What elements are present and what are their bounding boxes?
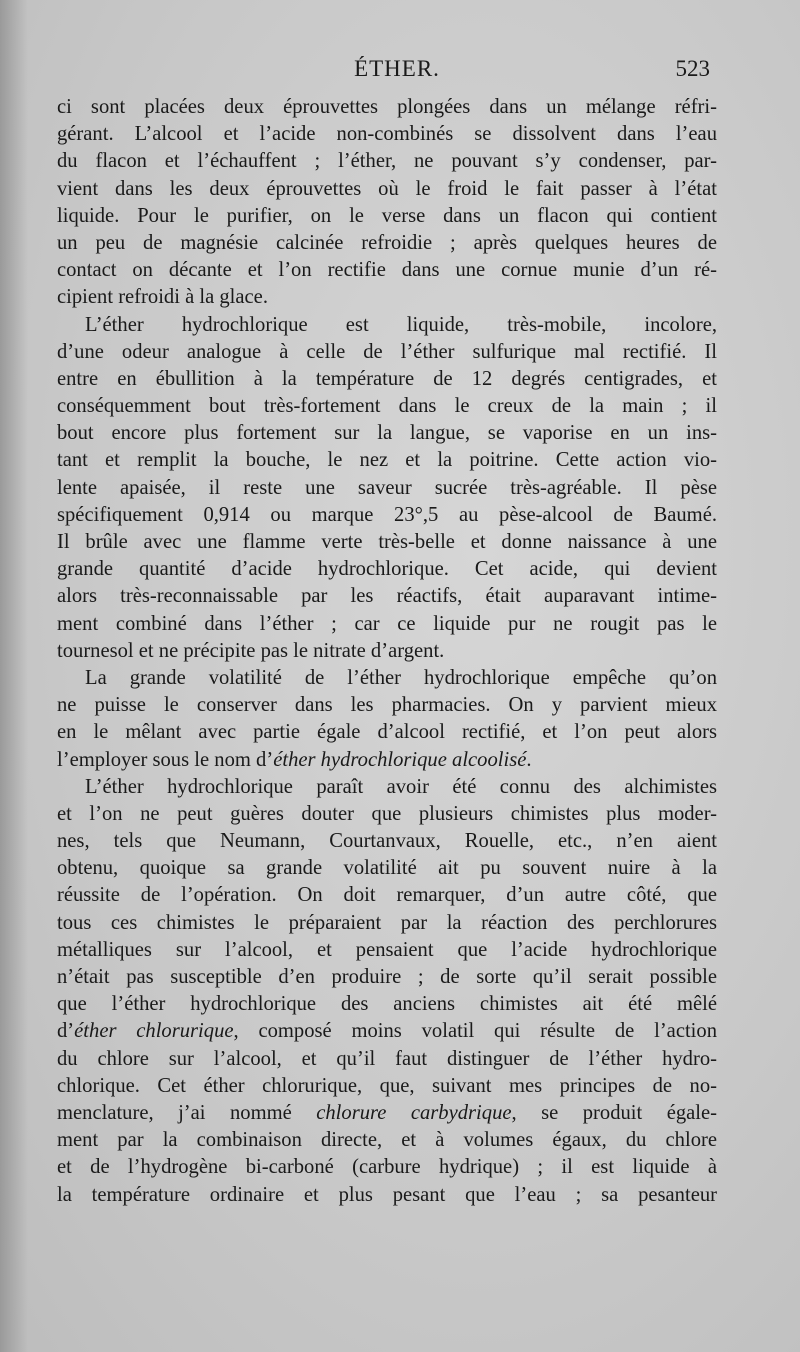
- text-line: cipient refroidi à la glace.: [57, 286, 268, 309]
- binding-shadow: [0, 0, 28, 1352]
- text-line: que l’éther hydrochlorique des anciens chimistes ait été mêlé: [57, 993, 717, 1016]
- text-line: contact on décante et l’on rectifie dans une cornue munie d’un ré-: [57, 259, 717, 282]
- italic-term: chlorure carbydrique: [316, 1101, 512, 1124]
- text-line: tournesol et ne précipite pas le nitrate d’argent.: [57, 639, 445, 662]
- text-line: gérant. L’alcool et l’acide non-combinés se dissolvent dans l’eau: [57, 123, 717, 146]
- text-line: un peu de magnésie calcinée refroidie ; après quelques heures de: [57, 231, 717, 254]
- text-line: L’éther hydrochlorique paraît avoir été connu des alchimistes: [85, 775, 717, 798]
- text-line: grande quantité d’acide hydrochlorique. Cet acide, qui devient: [57, 558, 717, 581]
- text-line: lente apaisée, il reste une saveur sucrée très-agréable. Il pèse: [57, 476, 717, 499]
- text-line: bout encore plus fortement sur la langue, se vaporise en un ins-: [57, 422, 717, 445]
- text-line: n’était pas susceptible d’en produire ; de sorte qu’il serait possible: [57, 966, 717, 988]
- text-line: obtenu, quoique sa grande volatilité ait pu souvent nuire à la: [57, 857, 717, 880]
- text-line: et de l’hydrogène bi-carboné (carbure hydrique) ; il est liquide à: [57, 1156, 717, 1179]
- page-number: 523: [675, 56, 710, 81]
- text-run: , se produit égale-: [511, 1101, 717, 1124]
- text-line: conséquemment bout très-fortement dans le creux de la main ; il: [57, 395, 717, 418]
- text-line: métalliques sur l’alcool, et pensaient que l’acide hydrochlorique: [57, 938, 717, 961]
- text-run: .: [526, 748, 532, 771]
- italic-term: éther chlorurique: [74, 1020, 234, 1043]
- text-line: du flacon et l’échauffent ; l’éther, ne pouvant s’y condenser, par-: [57, 150, 717, 173]
- text-run: , composé moins volatil qui résulte de l’action: [233, 1020, 717, 1043]
- text-line: ci sont placées deux éprouvettes plongées dans un mélange réfri-: [57, 96, 717, 118]
- text-line: [57, 1018, 717, 1045]
- text-line: L’éther hydrochlorique est liquide, très-mobile, incolore,: [85, 313, 717, 336]
- text-line: d’une odeur analogue à celle de l’éther sulfurique mal rectifié. Il: [57, 340, 717, 363]
- running-title: ÉTHER.: [354, 56, 440, 81]
- text-line: vient dans les deux éprouvettes où le froid le fait passer à l’état: [57, 177, 717, 200]
- text-line: du chlore sur l’alcool, et qu’il faut distinguer de l’éther hydro-: [57, 1047, 717, 1070]
- text-line: spécifiquement 0,914 ou marque 23°,5 au pèse-alcool de Baumé.: [57, 503, 717, 526]
- text-line: en le mêlant avec partie égale d’alcool rectifié, et l’on peut alors: [57, 721, 717, 744]
- italic-term: éther hydrochlorique alcoolisé: [273, 748, 527, 771]
- text-line: la température ordinaire et plus pesant que l’eau ; sa pesanteur: [57, 1183, 717, 1206]
- text-line: tous ces chimistes le préparaient par la réaction des perchlorures: [57, 911, 717, 934]
- text-line: La grande volatilité de l’éther hydrochlorique empêche qu’on: [85, 666, 717, 689]
- text-run: d’: [57, 1020, 75, 1043]
- text-line: et l’on ne peut guères douter que plusieurs chimistes plus moder-: [57, 802, 717, 825]
- text-line: Il brûle avec une flamme verte très-belle et donne naissance à une: [57, 531, 717, 553]
- text-line: entre en ébullition à la température de 12 degrés centigrades, et: [57, 367, 717, 390]
- text-line: ment combiné dans l’éther ; car ce liquide pur ne rougit pas le: [57, 612, 717, 635]
- text-run: l’employer sous le nom d’: [57, 748, 274, 771]
- text-run: menclature, j’ai nommé: [57, 1101, 317, 1124]
- text-line: alors très-reconnaissable par les réactifs, était auparavant intime-: [57, 585, 717, 608]
- text-line: nes, tels que Neumann, Courtanvaux, Rouelle, etc., n’en aient: [57, 830, 717, 853]
- text-line: tant et remplit la bouche, le nez et la poitrine. Cette action vio-: [57, 449, 717, 472]
- running-header: [84, 56, 710, 90]
- text-line: chlorique. Cet éther chlorurique, que, suivant mes principes de no-: [57, 1074, 717, 1097]
- text-line: ne puisse le conserver dans les pharmacies. On y parvient mieux: [57, 694, 717, 717]
- text-line: ment par la combinaison directe, et à volumes égaux, du chlore: [57, 1129, 717, 1152]
- text-line: réussite de l’opération. On doit remarquer, d’un autre côté, que: [57, 884, 717, 907]
- text-line: [57, 1100, 717, 1127]
- text-line: [57, 747, 717, 774]
- text-line: liquide. Pour le purifier, on le verse dans un flacon qui contient: [57, 204, 717, 227]
- page-body: [57, 94, 717, 1209]
